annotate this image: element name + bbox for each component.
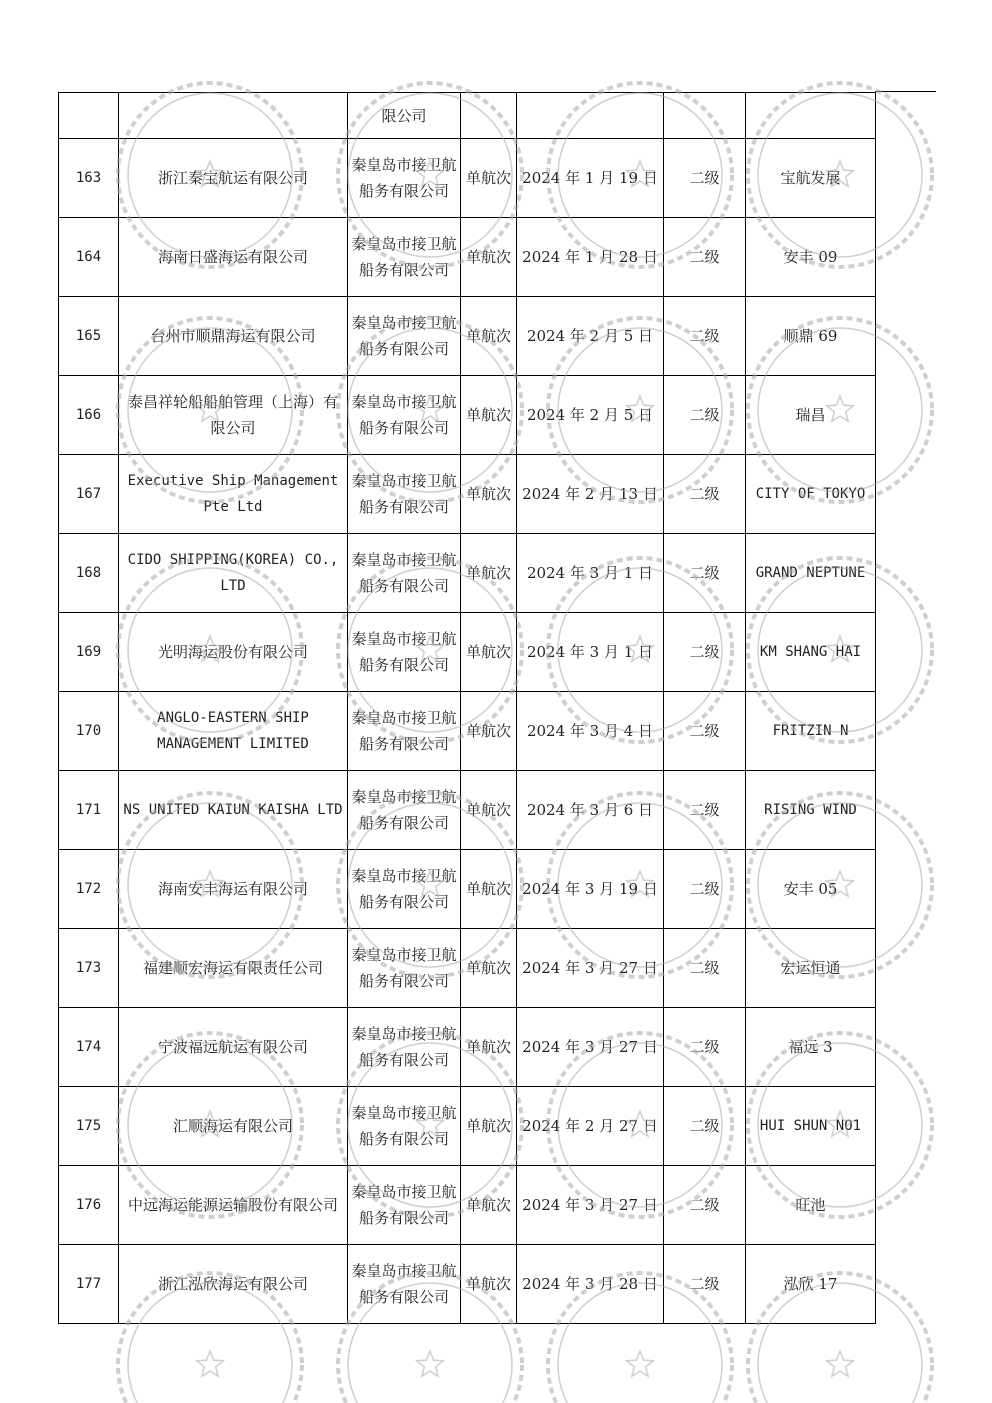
cell-date	[517, 1166, 664, 1245]
table-row	[59, 1087, 876, 1166]
cell-ship	[746, 1245, 876, 1324]
cell-company-text: 台州市顺鼎海运有限公司	[150, 327, 316, 345]
cell-agent-text: 秦皇岛市接卫航船务有限公司	[351, 472, 457, 516]
cell-type	[461, 929, 517, 1008]
table-row	[59, 297, 876, 376]
cell-grade	[664, 929, 746, 1008]
cell-ship	[746, 1087, 876, 1166]
cell-type-text: 单航次	[465, 485, 511, 503]
cell-grade	[664, 297, 746, 376]
table-row	[59, 534, 876, 613]
cell-date-text: 2024 年 2 月 5 日	[526, 327, 654, 345]
cell-type	[461, 1087, 517, 1166]
cell-grade-text: 二级	[689, 169, 720, 187]
cell-company-text: ANGLO-EASTERN SHIP MANAGEMENT LIMITED	[157, 710, 309, 752]
cell-number	[59, 1166, 119, 1245]
table-row-partial	[59, 93, 876, 139]
cell-grade-text: 二级	[689, 959, 720, 977]
cell-company	[119, 455, 348, 534]
table-row	[59, 771, 876, 850]
cell-ship-text: 顺鼎 69	[783, 327, 838, 345]
cell-date	[517, 1245, 664, 1324]
cell-number	[59, 218, 119, 297]
cell-date-text: 2024 年 3 月 27 日	[522, 1196, 658, 1214]
cell-grade-text: 二级	[689, 801, 720, 819]
table-row	[59, 1166, 876, 1245]
cell-number-text: 167	[75, 486, 102, 502]
cell-ship	[746, 455, 876, 534]
cell-ship	[746, 929, 876, 1008]
cell-type-text: 单航次	[465, 1275, 511, 1293]
cell-type-text: 单航次	[465, 169, 511, 187]
cell-number-text: 173	[75, 960, 102, 976]
cell-date-text: 2024 年 3 月 4 日	[526, 722, 654, 740]
cell-type	[461, 455, 517, 534]
cell-grade-text: 二级	[689, 1196, 720, 1214]
cell-grade	[664, 1245, 746, 1324]
cell-company-text: 浙江泓欣海运有限公司	[157, 1275, 308, 1293]
cell-agent	[348, 771, 461, 850]
cell-company	[119, 93, 348, 139]
table-row	[59, 455, 876, 534]
cell-date-text: 2024 年 3 月 27 日	[522, 959, 658, 977]
cell-type	[461, 1245, 517, 1324]
cell-ship	[746, 218, 876, 297]
cell-date	[517, 613, 664, 692]
cell-agent	[348, 1008, 461, 1087]
cell-company	[119, 1245, 348, 1324]
cell-type	[461, 692, 517, 771]
cell-ship-text: 旺池	[795, 1196, 826, 1214]
cell-grade-text: 二级	[689, 485, 720, 503]
cell-date-text: 2024 年 3 月 1 日	[526, 643, 654, 661]
cell-company	[119, 771, 348, 850]
cell-date-text: 2024 年 2 月 5 日	[526, 406, 654, 424]
table-body	[59, 93, 876, 1324]
cell-type	[461, 771, 517, 850]
cell-grade	[664, 376, 746, 455]
cell-ship	[746, 534, 876, 613]
cell-company-text: 海南安丰海运有限公司	[157, 880, 308, 898]
cell-number	[59, 93, 119, 139]
cell-type-text: 单航次	[465, 722, 511, 740]
cell-date	[517, 455, 664, 534]
cell-ship-text: 安丰 09	[783, 248, 838, 266]
table-row	[59, 218, 876, 297]
cell-type-text: 单航次	[465, 406, 511, 424]
cell-ship-text: KM SHANG HAI	[759, 644, 862, 660]
cell-company	[119, 139, 348, 218]
cell-grade	[664, 1087, 746, 1166]
cell-ship-text: 安丰 05	[783, 880, 838, 898]
cell-date	[517, 692, 664, 771]
cell-type	[461, 613, 517, 692]
cell-type	[461, 1166, 517, 1245]
cell-date-text: 2024 年 3 月 27 日	[522, 1038, 658, 1056]
cell-agent	[348, 1087, 461, 1166]
cell-type	[461, 850, 517, 929]
cell-agent-text: 秦皇岛市接卫航船务有限公司	[351, 946, 457, 990]
cell-agent	[348, 139, 461, 218]
cell-date-text: 2024 年 3 月 19 日	[522, 880, 658, 898]
cell-ship	[746, 613, 876, 692]
cell-number	[59, 850, 119, 929]
cell-company-text: 汇顺海运有限公司	[172, 1117, 293, 1135]
cell-grade-text: 二级	[689, 1117, 720, 1135]
cell-number	[59, 1245, 119, 1324]
cell-company	[119, 692, 348, 771]
cell-agent	[348, 850, 461, 929]
cell-ship-text: HUI SHUN NO1	[759, 1118, 862, 1134]
cell-company	[119, 613, 348, 692]
cell-grade-text: 二级	[689, 1038, 720, 1056]
cell-number	[59, 297, 119, 376]
cell-agent-text: 秦皇岛市接卫航船务有限公司	[351, 709, 457, 753]
cell-agent-text: 秦皇岛市接卫航船务有限公司	[351, 551, 457, 595]
cell-agent	[348, 93, 461, 139]
cell-date	[517, 1008, 664, 1087]
cell-agent-text: 秦皇岛市接卫航船务有限公司	[351, 314, 457, 358]
cell-agent-text: 秦皇岛市接卫航船务有限公司	[351, 235, 457, 279]
cell-ship	[746, 771, 876, 850]
cell-company-text: 泰昌祥轮船船舶管理（上海）有限公司	[127, 393, 338, 437]
cell-grade	[664, 93, 746, 139]
cell-agent-text: 秦皇岛市接卫航船务有限公司	[351, 1262, 457, 1306]
cell-date	[517, 1087, 664, 1166]
header-rule	[875, 91, 936, 92]
cell-agent	[348, 692, 461, 771]
cell-date	[517, 534, 664, 613]
cell-company-text: 浙江秦宝航运有限公司	[157, 169, 308, 187]
table-row	[59, 1245, 876, 1324]
cell-number-text: 169	[75, 644, 102, 660]
cell-number	[59, 929, 119, 1008]
cell-agent	[348, 1166, 461, 1245]
cell-ship-text: 瑞昌	[795, 406, 826, 424]
cell-number-text: 172	[75, 881, 102, 897]
cell-type-text: 单航次	[465, 1196, 511, 1214]
cell-date	[517, 376, 664, 455]
cell-grade-text: 二级	[689, 722, 720, 740]
cell-date	[517, 850, 664, 929]
cell-number	[59, 455, 119, 534]
cell-type	[461, 1008, 517, 1087]
cell-company	[119, 1087, 348, 1166]
cell-type	[461, 534, 517, 613]
cell-ship-text: CITY OF TOKYO	[755, 486, 866, 502]
cell-company-text: 中远海运能源运输股份有限公司	[127, 1196, 338, 1214]
cell-number-text: 165	[75, 328, 102, 344]
cell-type-text: 单航次	[465, 564, 511, 582]
cell-ship-text: 宏运恒通	[780, 959, 841, 977]
cell-agent-text: 秦皇岛市接卫航船务有限公司	[351, 1183, 457, 1227]
cell-agent-text: 秦皇岛市接卫航船务有限公司	[351, 1104, 457, 1148]
cell-grade	[664, 692, 746, 771]
cell-grade-text: 二级	[689, 1275, 720, 1293]
cell-type-text: 单航次	[465, 880, 511, 898]
cell-agent	[348, 1245, 461, 1324]
cell-agent	[348, 297, 461, 376]
cell-number-text: 164	[75, 249, 102, 265]
cell-number-text: 176	[75, 1197, 102, 1213]
cell-type	[461, 218, 517, 297]
cell-type	[461, 93, 517, 139]
table-row	[59, 929, 876, 1008]
cell-company	[119, 534, 348, 613]
cell-number-text: 168	[75, 565, 102, 581]
cell-grade-text: 二级	[689, 880, 720, 898]
cell-agent-text: 秦皇岛市接卫航船务有限公司	[351, 393, 457, 437]
cell-agent	[348, 929, 461, 1008]
cell-grade-text: 二级	[689, 327, 720, 345]
cell-ship	[746, 850, 876, 929]
cell-grade	[664, 534, 746, 613]
cell-agent	[348, 455, 461, 534]
cell-number-text: 170	[75, 723, 102, 739]
cell-agent-text: 秦皇岛市接卫航船务有限公司	[351, 788, 457, 832]
cell-number-text: 177	[75, 1276, 102, 1292]
cell-date-text: 2024 年 1 月 28 日	[522, 248, 658, 266]
cell-company-text: NS UNITED KAIUN KAISHA LTD	[123, 802, 343, 818]
cell-type-text: 单航次	[465, 643, 511, 661]
cell-type	[461, 139, 517, 218]
cell-company	[119, 850, 348, 929]
cell-ship	[746, 297, 876, 376]
cell-company	[119, 297, 348, 376]
cell-number	[59, 1087, 119, 1166]
cell-agent-text: 秦皇岛市接卫航船务有限公司	[351, 867, 457, 911]
cell-company-text: CIDO SHIPPING(KOREA) CO., LTD	[127, 552, 339, 594]
cell-grade	[664, 613, 746, 692]
cell-grade	[664, 139, 746, 218]
cell-date	[517, 139, 664, 218]
cell-agent	[348, 534, 461, 613]
cell-company-text: 光明海运股份有限公司	[157, 643, 308, 661]
cell-ship-text: GRAND NEPTUNE	[755, 565, 866, 581]
cell-grade	[664, 1166, 746, 1245]
cell-grade	[664, 218, 746, 297]
cell-company	[119, 1166, 348, 1245]
cell-ship	[746, 1166, 876, 1245]
cell-date	[517, 771, 664, 850]
cell-ship-text: 福远 3	[788, 1038, 833, 1056]
table-row	[59, 1008, 876, 1087]
cell-number	[59, 613, 119, 692]
table-row	[59, 376, 876, 455]
cell-date	[517, 93, 664, 139]
cell-date-text: 2024 年 2 月 27 日	[522, 1117, 658, 1135]
cell-number-text: 174	[75, 1039, 102, 1055]
cell-ship-text: RISING WIND	[764, 802, 857, 818]
cell-grade-text: 二级	[689, 564, 720, 582]
cell-ship-text: 泓欣 17	[783, 1275, 838, 1293]
cell-grade	[664, 771, 746, 850]
cell-type	[461, 376, 517, 455]
cell-agent	[348, 376, 461, 455]
cell-company	[119, 376, 348, 455]
registration-table	[58, 92, 876, 1324]
cell-type-text: 单航次	[465, 959, 511, 977]
cell-type-text: 单航次	[465, 248, 511, 266]
cell-type-text: 单航次	[465, 1038, 511, 1056]
cell-type-text: 单航次	[465, 327, 511, 345]
cell-number-text: 171	[75, 802, 102, 818]
cell-date	[517, 218, 664, 297]
cell-number-text: 163	[75, 170, 102, 186]
cell-date-text: 2024 年 1 月 19 日	[522, 169, 658, 187]
cell-grade-text: 二级	[689, 643, 720, 661]
cell-grade-text: 二级	[689, 406, 720, 424]
cell-company-text: Executive Ship Management Pte Ltd	[127, 473, 339, 515]
cell-ship	[746, 139, 876, 218]
cell-company	[119, 218, 348, 297]
cell-ship-text: FRITZIN N	[772, 723, 849, 739]
cell-agent-text: 秦皇岛市接卫航船务有限公司	[351, 630, 457, 674]
cell-company-text: 海南日盛海运有限公司	[157, 248, 308, 266]
cell-grade	[664, 850, 746, 929]
cell-number	[59, 771, 119, 850]
cell-type-text: 单航次	[465, 1117, 511, 1135]
cell-number	[59, 534, 119, 613]
cell-date-text: 2024 年 2 月 13 日	[522, 485, 658, 503]
cell-date-text: 2024 年 3 月 28 日	[522, 1275, 658, 1293]
table-row	[59, 139, 876, 218]
table-row	[59, 692, 876, 771]
cell-grade	[664, 455, 746, 534]
cell-grade-text: 二级	[689, 248, 720, 266]
cell-company-text: 宁波福远航运有限公司	[157, 1038, 308, 1056]
cell-date-text: 2024 年 3 月 6 日	[526, 801, 654, 819]
cell-number	[59, 692, 119, 771]
cell-company-text: 福建顺宏海运有限责任公司	[142, 959, 323, 977]
table-row	[59, 613, 876, 692]
cell-company	[119, 929, 348, 1008]
cell-company	[119, 1008, 348, 1087]
cell-agent-text: 限公司	[381, 106, 427, 125]
cell-number	[59, 376, 119, 455]
table-row	[59, 850, 876, 929]
cell-agent	[348, 218, 461, 297]
cell-number	[59, 139, 119, 218]
cell-type-text: 单航次	[465, 801, 511, 819]
cell-ship	[746, 692, 876, 771]
cell-ship	[746, 1008, 876, 1087]
cell-agent-text: 秦皇岛市接卫航船务有限公司	[351, 156, 457, 200]
cell-agent-text: 秦皇岛市接卫航船务有限公司	[351, 1025, 457, 1069]
cell-grade	[664, 1008, 746, 1087]
cell-date	[517, 297, 664, 376]
cell-number-text: 166	[75, 407, 102, 423]
cell-date-text: 2024 年 3 月 1 日	[526, 564, 654, 582]
cell-ship	[746, 93, 876, 139]
cell-ship-text: 宝航发展	[780, 169, 841, 187]
cell-number	[59, 1008, 119, 1087]
cell-type	[461, 297, 517, 376]
cell-ship	[746, 376, 876, 455]
cell-date	[517, 929, 664, 1008]
cell-agent	[348, 613, 461, 692]
cell-number-text: 175	[75, 1118, 102, 1134]
